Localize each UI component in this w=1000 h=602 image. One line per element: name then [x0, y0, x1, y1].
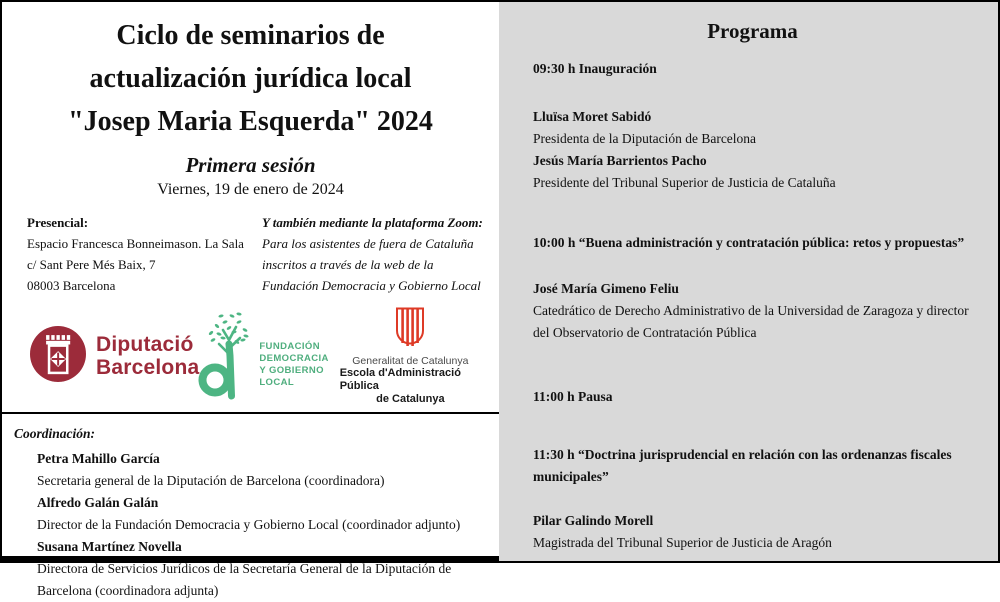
- presencial-venue: Espacio Francesca Bonneimason. La Sala: [27, 236, 244, 251]
- speaker-name: José María Gimeno Feliu: [533, 281, 679, 296]
- speaker-name: Lluïsa Moret Sabidó: [533, 109, 652, 124]
- fundacion-democracia-logo: [199, 310, 339, 403]
- program-item-speakers: [533, 510, 972, 554]
- coordination-person: [37, 492, 485, 536]
- logos-row: [2, 310, 499, 405]
- program-item: [533, 444, 972, 554]
- speaker-name: Jesús María Barrientos Pacho: [533, 153, 707, 168]
- speaker-name: Pilar Galindo Morell: [533, 513, 654, 528]
- program-item: [533, 58, 972, 194]
- speaker-role: Presidente del Tribunal Superior de Justicia de Cataluña: [533, 175, 836, 190]
- presencial-street: c/ Sant Pere Més Baix, 7: [27, 257, 156, 272]
- diputacio-logo-text: Diputació Barcelona: [96, 333, 200, 379]
- program-item-heading: 11:30 h “Doctrina jurisprudencial en relación con las ordenanzas fiscales municipales”: [533, 447, 952, 484]
- seminar-title-line3: "Josep Maria Esquerda" 2024: [68, 106, 433, 137]
- program-item-heading: 09:30 h Inauguración: [533, 61, 657, 76]
- generalitat-senyera-shield-icon: [395, 307, 425, 353]
- program-item-speakers: [533, 278, 972, 344]
- program-item: [533, 232, 972, 344]
- generalitat-logo-line3: de Catalunya: [376, 392, 445, 405]
- zoom-line2: inscritos a través de la web de la: [262, 257, 434, 272]
- seminar-title: [10, 14, 491, 143]
- program-item-speakers: [533, 106, 972, 194]
- program-item-heading: 11:00 h Pausa: [533, 389, 613, 404]
- presencial-label: Presencial:: [27, 215, 89, 230]
- fundacion-tree-icon: [199, 310, 255, 403]
- coordination-person: [37, 448, 485, 492]
- program-panel: [499, 2, 998, 561]
- coordination-person: [37, 536, 485, 602]
- program-item-heading: 10:00 h “Buena administración y contratación pública: retos y propuestas”: [533, 235, 965, 250]
- zoom-line1: Para los asistentes de fuera de Cataluña: [262, 236, 474, 251]
- person-role: Director de la Fundación Democracia y Gobierno Local (coordinador adjunto): [37, 517, 461, 532]
- person-role: Secretaria general de la Diputación de Barcelona (coordinadora): [37, 473, 385, 488]
- zoom-info: [252, 212, 499, 296]
- coordination-label: Coordinación:: [14, 426, 96, 441]
- speaker-role: Catedrático de Derecho Administrativo de la Universidad de Zaragoza y director del Observatorio de Contratación Pública: [533, 303, 969, 340]
- generalitat-eapc-logo: [340, 307, 481, 406]
- fundacion-logo-text: FUNDACIÓN DEMOCRACIA Y GOBIERNO LOCAL: [259, 340, 329, 388]
- program-title: Programa: [707, 19, 798, 43]
- diputacio-castle-icon: [30, 326, 86, 387]
- seminar-title-line1: Ciclo de seminarios de: [116, 20, 385, 51]
- generalitat-logo-line1: Generalitat de Catalunya: [352, 354, 469, 367]
- person-name: Susana Martínez Novella: [37, 539, 182, 554]
- program-item: [533, 386, 972, 408]
- left-panel: [2, 2, 499, 598]
- attendance-info: [2, 212, 499, 296]
- speaker-role: Presidenta de la Diputación de Barcelona: [533, 131, 757, 146]
- coordination-people: [14, 448, 485, 602]
- presencial-city: 08003 Barcelona: [27, 278, 116, 293]
- coordination-section: [2, 414, 499, 602]
- generalitat-logo-line2: Escola d'Administració Pública: [339, 366, 461, 392]
- speaker-role: Magistrada del Tribunal Superior de Justicia de Aragón: [533, 535, 832, 550]
- seminar-title-line2: actualización jurídica local: [89, 63, 412, 94]
- session-title: Primera sesión: [185, 153, 316, 177]
- diputacio-barcelona-logo: [30, 326, 199, 387]
- zoom-line3: Fundación Democracia y Gobierno Local: [262, 278, 481, 293]
- person-name: Petra Mahillo García: [37, 451, 160, 466]
- person-role: Directora de Servicios Jurídicos de la Secretaría General de la Diputación de Barcelona (coordinadora adjunta): [37, 561, 452, 598]
- person-name: Alfredo Galán Galán: [37, 495, 159, 510]
- zoom-label: Y también mediante la plataforma Zoom:: [262, 215, 483, 230]
- session-date: Viernes, 19 de enero de 2024: [157, 181, 344, 198]
- presencial-info: [2, 212, 252, 296]
